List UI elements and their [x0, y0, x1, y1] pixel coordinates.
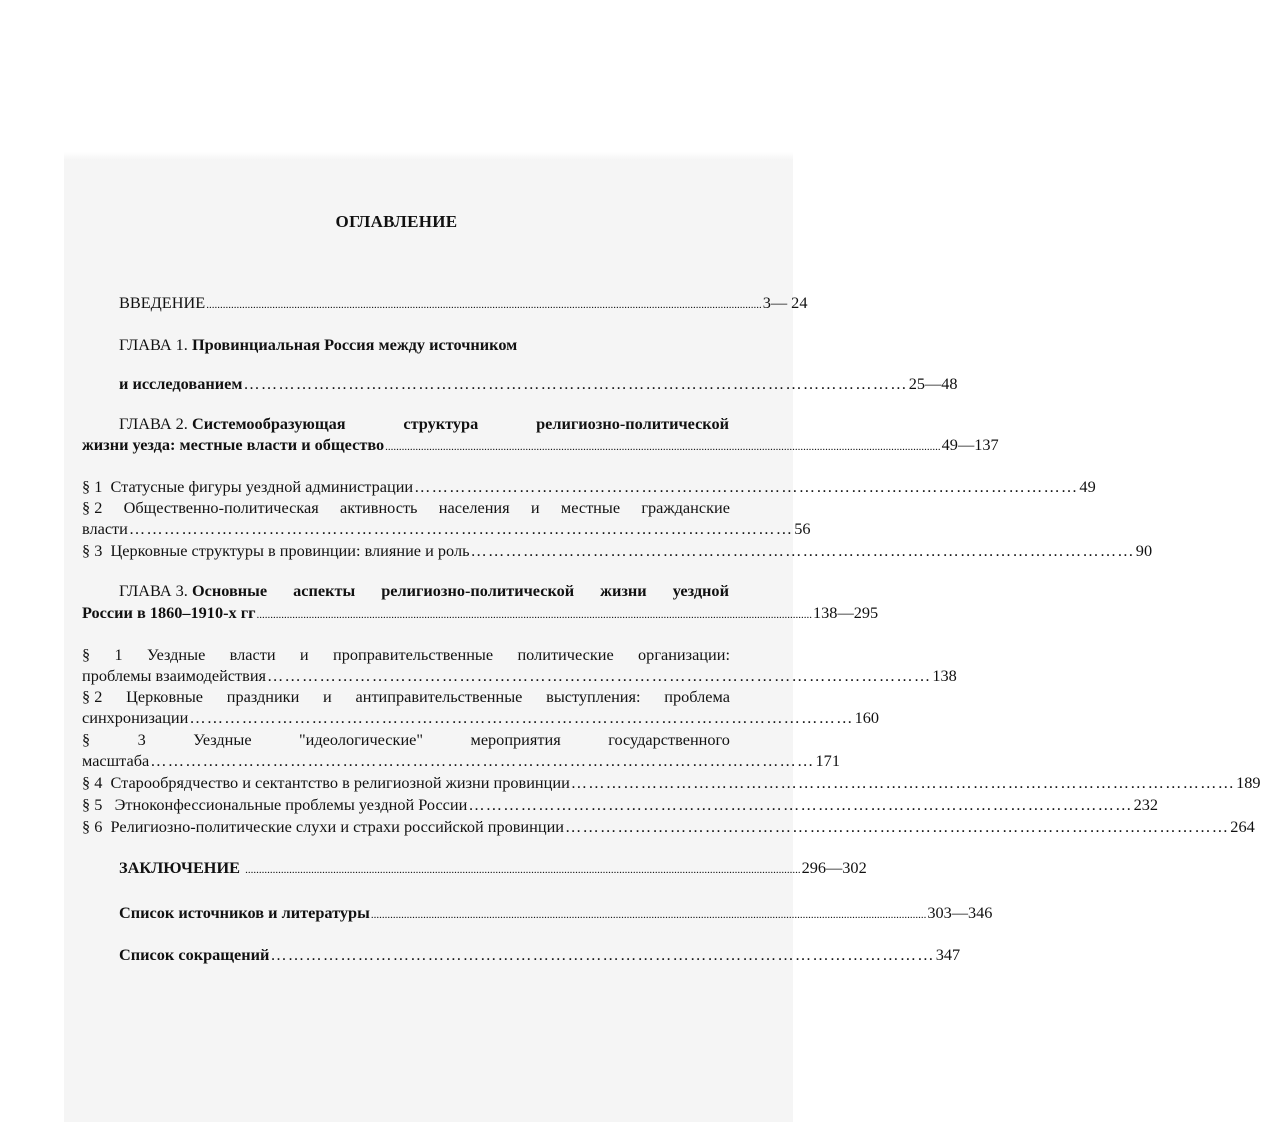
section-word: власти	[229, 645, 276, 664]
toc-section-2-1[interactable]	[82, 476, 1096, 497]
section-word: политические	[517, 645, 614, 664]
section-pages: 189	[1236, 773, 1261, 792]
section-word: и	[530, 498, 540, 517]
ch2-word: религиозно-политической	[536, 414, 729, 433]
leader-dots: ..........................................................................................................................................................................................................	[256, 609, 813, 621]
toc-entry-ch3-line2[interactable]	[82, 602, 879, 626]
toc-entry-ch1-line2[interactable]	[119, 373, 958, 394]
section-pages: 90	[1135, 541, 1153, 560]
toc-section-3-2-line2[interactable]	[82, 707, 880, 728]
section-num: § 2	[82, 498, 103, 517]
section-word: Церковные	[126, 687, 204, 706]
section-label-cont: проблемы взаимодействия	[82, 666, 267, 685]
section-word: и	[323, 687, 332, 706]
conclusion-label: ЗАКЛЮЧЕНИЕ	[119, 858, 240, 877]
section-word: активность	[340, 498, 418, 517]
leader-dots: ..........................................................................................................................................................................................................	[370, 909, 927, 921]
ch1-prefix: ГЛАВА 1.	[119, 335, 188, 354]
ch2-word: Системообразующая	[191, 414, 346, 433]
toc-entry-ch2-line1[interactable]	[119, 413, 729, 434]
ch3-prefix: ГЛАВА 3.	[119, 581, 188, 600]
section-word: "идеологические"	[299, 730, 424, 749]
leader-dots: ..........................................................................................................................................................................................................	[206, 299, 762, 311]
ch2-prefix-and-word	[119, 413, 346, 434]
leader-dots: ……………………………………………………………………………………………………	[414, 477, 1079, 496]
toc-section-3-3-line2[interactable]	[82, 750, 840, 771]
abbreviations-label: Список сокращений	[119, 945, 270, 964]
section-pages: 232	[1133, 795, 1159, 814]
section-label: Религиозно-политические слухи и страхи российской провинции	[110, 817, 564, 836]
ch2-title-line2: жизни уезда: местные власти и общество	[82, 435, 385, 454]
leader-dots: ……………………………………………………………………………………………………	[565, 817, 1230, 836]
ch1-title-line2: и исследованием	[119, 374, 243, 393]
section-num: §	[82, 730, 91, 749]
section-label-cont: синхронизации	[82, 708, 189, 727]
toc-section-3-5[interactable]	[82, 794, 1159, 815]
section-label: Статусные фигуры уездной администрации	[110, 477, 414, 496]
section-num: 3	[137, 730, 146, 749]
section-word: гражданские	[641, 498, 730, 517]
section-label-cont: масштаба	[82, 751, 150, 770]
leader-dots: ……………………………………………………………………………………………………	[570, 773, 1236, 792]
section-label: Церковные структуры в провинции: влияние и роль	[110, 541, 470, 560]
toc-section-3-6[interactable]	[82, 816, 1255, 837]
toc-section-3-3-line1[interactable]	[82, 729, 730, 750]
toc-section-2-2-line1[interactable]	[82, 497, 730, 518]
ch3-prefix-and-word	[119, 580, 267, 601]
toc-section-2-2-line2[interactable]	[82, 518, 811, 539]
section-num: § 5	[82, 795, 103, 814]
ch1-pages: 25—48	[908, 374, 958, 393]
ch3-pages: 138—295	[813, 603, 879, 622]
ch2-prefix: ГЛАВА 2.	[119, 414, 188, 433]
leader-dots: ……………………………………………………………………………………………………	[150, 751, 815, 770]
section-word: Уездные	[147, 645, 206, 664]
toc-entry-sources[interactable]	[119, 902, 993, 926]
sources-pages: 303—346	[927, 903, 993, 922]
toc-section-3-1-line1[interactable]	[82, 644, 730, 665]
ch3-word: уездной	[672, 581, 729, 600]
section-word: праздники	[226, 687, 300, 706]
toc-entry-intro[interactable]	[119, 292, 808, 316]
section-word: местные	[560, 498, 621, 517]
toc-section-3-2-line1[interactable]	[82, 686, 730, 707]
section-pages: 56	[794, 519, 811, 538]
section-word: проправительственные	[332, 645, 494, 664]
ch2-word: структура	[403, 414, 479, 433]
ch3-word: религиозно-политической	[381, 581, 575, 600]
sources-label: Список источников и литературы	[119, 903, 370, 922]
leader-dots: ……………………………………………………………………………………………………	[243, 374, 908, 393]
toc-section-3-4[interactable]	[82, 772, 1261, 793]
section-num: § 3	[82, 541, 103, 560]
leader-dots: ..........................................................................................................................................................................................................	[385, 441, 941, 453]
toc-entry-abbreviations[interactable]	[119, 944, 961, 965]
leader-dots: ……………………………………………………………………………………………………	[267, 666, 932, 685]
toc-title: ОГЛАВЛЕНИЕ	[335, 212, 458, 231]
leader-dots: ……………………………………………………………………………………………………	[468, 795, 1133, 814]
section-word: антиправительственные	[355, 687, 523, 706]
ch3-title-line2: России в 1860–1910-х гг	[82, 603, 256, 622]
abbreviations-pages: 347	[935, 945, 961, 964]
section-pages: 138	[932, 666, 957, 685]
toc-entry-ch2-line2[interactable]	[82, 434, 999, 458]
intro-label: ВВЕДЕНИЕ	[119, 293, 206, 312]
section-word: организации:	[638, 645, 730, 664]
section-pages: 160	[854, 708, 880, 727]
toc-section-3-1-line2[interactable]	[82, 665, 957, 686]
section-word: Уездные	[193, 730, 252, 749]
page-shadow	[64, 152, 793, 160]
section-num: 1	[114, 645, 123, 664]
toc-section-2-3[interactable]	[82, 540, 1153, 561]
section-word: мероприятия	[470, 730, 561, 749]
ch2-pages: 49—137	[941, 435, 999, 454]
section-word: Общественно-политическая	[123, 498, 319, 517]
section-num: § 1	[82, 477, 103, 496]
section-word: государственного	[608, 730, 730, 749]
leader-dots: ……………………………………………………………………………………………………	[270, 945, 935, 964]
toc-entry-conclusion[interactable]	[119, 857, 867, 881]
ch3-word: Основные	[191, 581, 268, 600]
section-pages: 171	[815, 751, 840, 770]
toc-entry-ch3-line1[interactable]	[119, 580, 729, 601]
section-num: § 2	[82, 687, 103, 706]
leader-dots: ……………………………………………………………………………………………………	[128, 519, 794, 538]
ch3-word: аспекты	[293, 581, 356, 600]
section-pages: 264	[1230, 817, 1255, 836]
section-num: § 6	[82, 817, 103, 836]
section-word: проблема	[664, 687, 730, 706]
intro-pages: 3— 24	[762, 293, 808, 312]
leader-dots: ……………………………………………………………………………………………………	[189, 708, 854, 727]
ch3-word: жизни	[600, 581, 647, 600]
section-label: Старообрядчество и сектантство в религиозной жизни провинции	[110, 773, 570, 792]
section-num: §	[82, 645, 91, 664]
conclusion-pages: 296—302	[801, 858, 867, 877]
section-num: § 4	[82, 773, 103, 792]
ch1-title-line1: Провинциальная Россия между источником	[191, 335, 518, 354]
section-word: выступления:	[546, 687, 641, 706]
section-pages: 49	[1079, 477, 1096, 496]
leader-dots: ..........................................................................................................................................................................................................	[245, 864, 801, 876]
toc-entry-ch1-line1[interactable]	[119, 334, 517, 355]
section-label: Этноконфессиональные проблемы уездной России	[114, 795, 468, 814]
leader-dots: ……………………………………………………………………………………………………	[470, 541, 1135, 560]
section-label-cont: власти	[82, 519, 128, 538]
section-word: населения	[438, 498, 510, 517]
section-word: и	[299, 645, 309, 664]
